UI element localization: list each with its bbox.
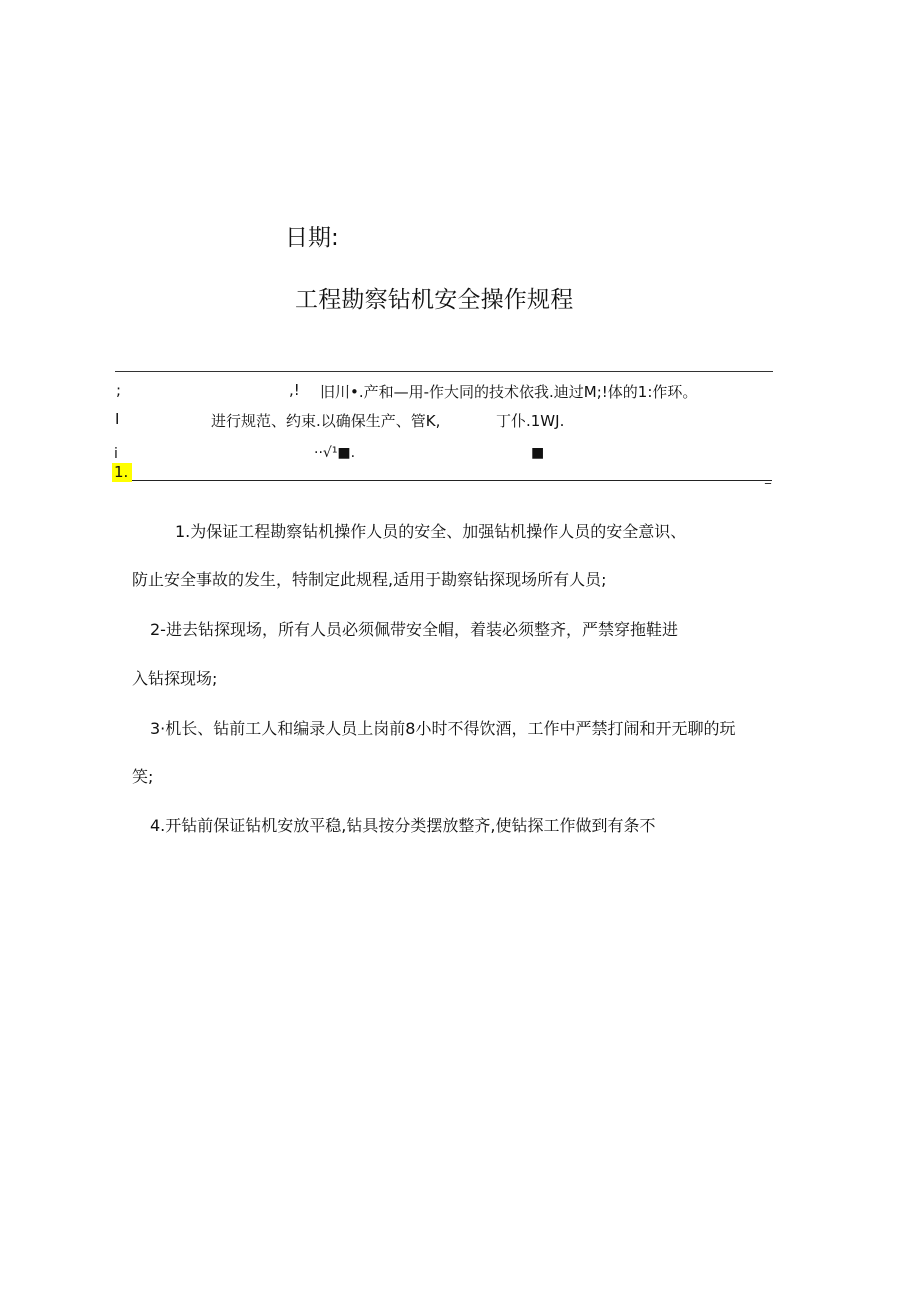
bottom-rule <box>132 480 772 481</box>
garbled-line1-left-mark: ; <box>116 381 122 399</box>
top-rule <box>115 371 773 372</box>
paragraph-1-line-2: 防止安全事故的发生，特制定此规程,适用于勘察钻探现场所有人员; <box>132 570 607 589</box>
document-title: 工程勘察钻机安全操作规程 <box>295 287 574 313</box>
paragraph-3-line-2: 笑; <box>132 767 154 786</box>
garbled-line2-left-mark: I <box>115 410 120 428</box>
bottom-rule-tail-mark: _ <box>765 470 771 484</box>
paragraph-2-line-2: 入钻探现场; <box>132 669 218 688</box>
paragraph-2-line-1: 2-进去钻探现场，所有人员必须佩带安全帽，着装必须整齐，严禁穿拖鞋进 <box>150 620 678 639</box>
garbled-line3-right-mark: ■ <box>531 445 545 461</box>
garbled-line2-text: 进行规范、约束.以确保生产、管K, <box>211 412 441 430</box>
garbled-line1-middle-mark: ,! <box>289 381 300 399</box>
paragraph-4-line-1: 4.开钻前保证钻机安放平稳,钻具按分类摆放整齐,使钻探工作做到有条不 <box>150 816 656 835</box>
garbled-line1-text: 旧川•.产和—用-作大同的技术依我.迪过M;!体的1:作环。 <box>320 383 698 401</box>
garbled-line2-tail: 丁仆.1WJ. <box>496 412 565 430</box>
highlighted-number: 1. <box>112 463 132 482</box>
paragraph-1-line-1: 1.为保证工程勘察钻机操作人员的安全、加强钻机操作人员的安全意识、 <box>175 522 687 541</box>
date-label: 日期: <box>285 225 339 251</box>
garbled-line3-left-mark: i <box>114 446 118 462</box>
paragraph-3-line-1: 3·机长、钻前工人和编录人员上岗前8小时不得饮酒，工作中严禁打闹和开无聊的玩 <box>150 719 736 738</box>
garbled-line3-middle-mark: ··√¹■. <box>314 445 356 461</box>
